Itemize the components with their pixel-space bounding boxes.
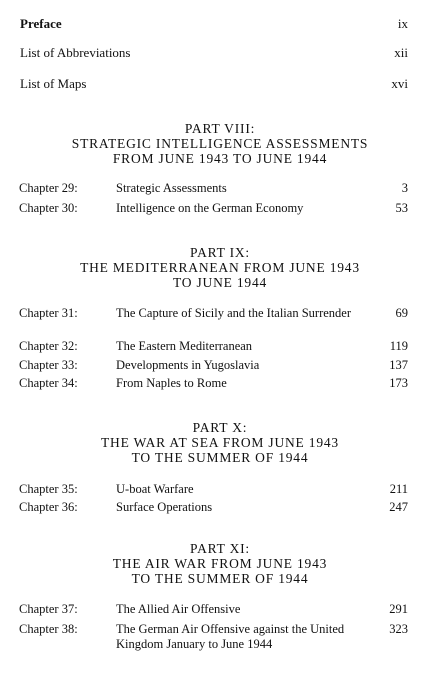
part-title-line: TO JUNE 1944	[172, 275, 268, 290]
chapter-title: The German Air Offensive against the United Kingdom January to June 1944	[116, 622, 345, 651]
part-title-line: THE AIR WAR FROM JUNE 1943	[112, 556, 328, 571]
part-number: PART VIII:	[184, 121, 256, 136]
part-heading	[0, 541, 440, 586]
chapter-page: 69	[395, 306, 408, 320]
chapter-page: 291	[389, 602, 408, 616]
chapter-title: From Naples to Rome	[116, 376, 227, 390]
chapter-page: 247	[389, 500, 408, 514]
toc-entry-list-of-maps[interactable]	[20, 76, 408, 94]
chapter-label: Chapter 34:	[19, 376, 78, 390]
part-heading	[0, 420, 440, 465]
chapter-page: 3	[401, 181, 408, 195]
chapter-title: Intelligence on the German Economy	[116, 201, 304, 215]
chapter-label: Chapter 29:	[19, 181, 78, 195]
part-title-line: THE WAR AT SEA FROM JUNE 1943	[101, 435, 339, 450]
chapter-title: Surface Operations	[116, 500, 213, 514]
chapter-title: The Capture of Sicily and the Italian Surrender	[116, 306, 351, 320]
chapter-page: 173	[389, 376, 408, 390]
chapter-label: Chapter 32:	[19, 339, 78, 353]
chapter-page: 323	[389, 622, 408, 636]
chapter-title: The Eastern Mediterranean	[116, 339, 253, 353]
chapter-page: 119	[389, 339, 408, 353]
chapter-page: 137	[389, 358, 408, 372]
part-title-line: THE MEDITERRANEAN FROM JUNE 1943	[80, 260, 360, 275]
chapter-label: Chapter 36:	[19, 500, 78, 514]
part-title-line: FROM JUNE 1943 TO JUNE 1944	[112, 151, 328, 166]
part-number: PART IX:	[190, 245, 250, 260]
chapter-title: The Allied Air Offensive	[116, 602, 241, 616]
part-number: PART X:	[192, 420, 248, 435]
part-number: PART XI:	[190, 541, 250, 556]
chapter-title: U-boat Warfare	[116, 482, 194, 496]
entry-title: Preface	[20, 16, 62, 31]
entry-page: xii	[394, 45, 408, 60]
chapter-label: Chapter 33:	[19, 358, 78, 372]
part-title-line: TO THE SUMMER OF 1944	[131, 571, 309, 586]
part-heading	[0, 121, 440, 166]
chapter-label: Chapter 31:	[19, 306, 78, 320]
entry-page: xvi	[391, 76, 408, 91]
chapter-label: Chapter 30:	[19, 201, 78, 215]
chapter-page: 211	[389, 482, 408, 496]
toc-entry-list-of-abbreviations[interactable]	[20, 45, 408, 63]
chapter-label: Chapter 35:	[19, 482, 78, 496]
chapter-label: Chapter 37:	[19, 602, 78, 616]
entry-title: List of Maps	[20, 76, 87, 91]
part-heading	[0, 245, 440, 290]
chapter-title: Strategic Assessments	[116, 181, 227, 195]
chapter-page: 53	[395, 201, 408, 215]
chapter-label: Chapter 38:	[19, 622, 78, 636]
entry-title: List of Abbreviations	[20, 45, 131, 60]
part-title-line: STRATEGIC INTELLIGENCE ASSESSMENTS	[71, 136, 369, 151]
part-title-line: TO THE SUMMER OF 1944	[131, 450, 309, 465]
entry-page: ix	[397, 16, 408, 31]
toc-entry-preface[interactable]	[20, 16, 408, 34]
chapter-title: Developments in Yugoslavia	[116, 358, 260, 372]
